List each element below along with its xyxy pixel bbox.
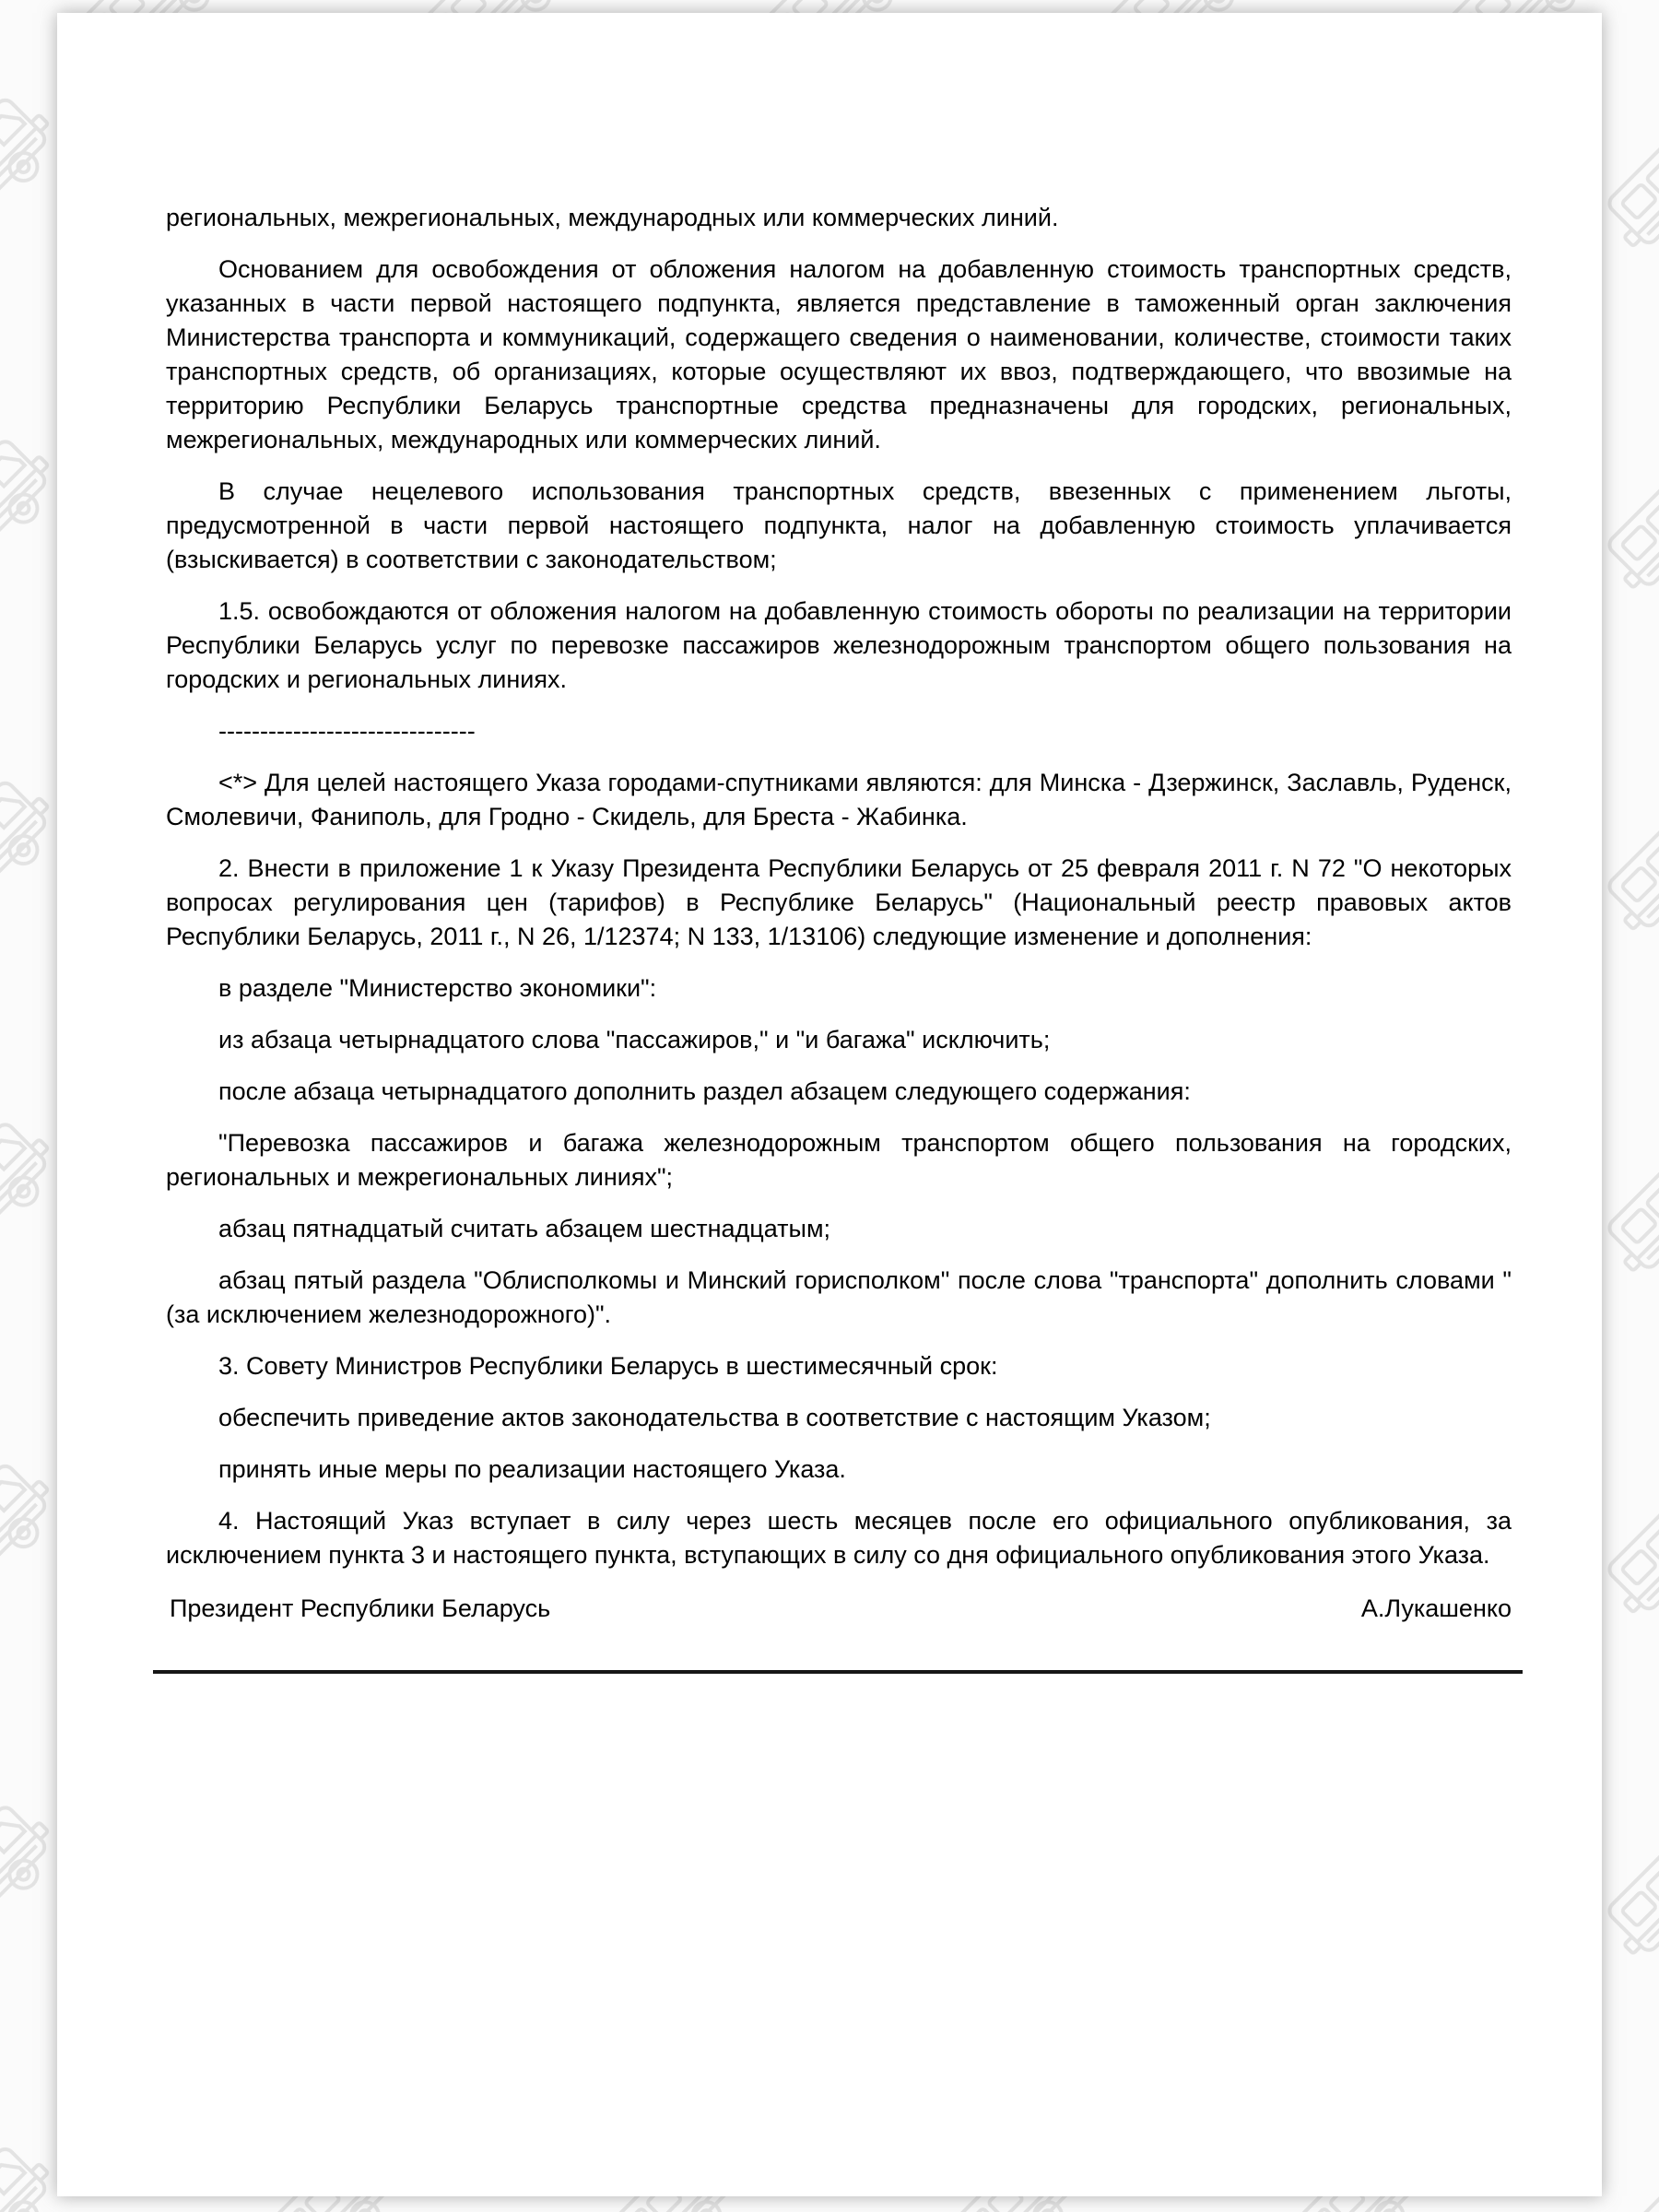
signature-title: Президент Республики Беларусь [170,1594,551,1622]
signature-row [166,1592,1512,1626]
paragraph-misuse-consequences: В случае нецелевого использования транспортных средств, ввезенных с применением льготы, предусмотренной в части первой настоящего подпункта, налог на добавленную стоимость уплачивается (взыскивается) в соответствии с законодательством; [166,477,1512,573]
paragraph-ministry-economy-section: в разделе "Министерство экономики": [218,974,657,1002]
paragraph-1-5-exemption: 1.5. освобождаются от обложения налогом на добавленную стоимость обороты по реализации на территории Республики Беларусь услуг по перевозке пассажиров железнодорожным транспортом общего пользования на городских и региональных линиях. [166,597,1512,693]
footnote-satellite-cities: <*> Для целей настоящего Указа городами-спутниками являются: для Минска - Дзержинск, Заславль, Руденск, Смолевичи, Фаниполь, для Гродно - Скидель, для Бреста - Жабинка. [166,769,1512,830]
paragraph-lines-continuation: региональных, межрегиональных, международных или коммерческих линий. [166,204,1059,231]
paragraph-vat-exemption-basis: Основанием для освобождения от обложения налогом на добавленную стоимость транспортных средств, указанных в части первой настоящего подпункта, является представление в таможенный орган заключения Министерства транспорта и коммуникаций, содержащего сведения о наименовании, количестве, стоимости таких транспортных средств, об организациях, которые осуществляют их ввоз, подтверждающего, что ввозимые на территорию Республики Беларусь транспортные средства предназначены для городских, региональных, межрегиональных, международных или коммерческих линий. [166,255,1512,453]
document-page [57,13,1602,2196]
paragraph-quoted-addition: "Перевозка пассажиров и багажа железнодорожным транспортом общего пользования на городских, региональных и межрегиональных линиях"; [166,1129,1512,1191]
paragraph-4-entry-into-force: 4. Настоящий Указ вступает в силу через шесть месяцев после его официального опубликования, за исключением пункта 3 и настоящего пункта, вступающих в силу со дня официального опубликования этого Указа. [166,1507,1512,1569]
paragraph-renumber-fifteenth: абзац пятнадцатый считать абзацем шестнадцатым; [218,1215,831,1242]
paragraph-exclude-words: из абзаца четырнадцатого слова "пассажиров," и "и багажа" исключить; [218,1026,1051,1053]
signature-divider [153,1670,1523,1674]
paragraph-oblispolkom-amendment: абзац пятый раздела "Облисполкомы и Минский горисполком" после слова "транспорта" дополнить словами "(за исключением железнодорожного)". [166,1266,1512,1328]
paragraph-ensure-legislation: обеспечить приведение актов законодательства в соответствие с настоящим Указом; [218,1404,1211,1431]
footnote-separator: ------------------------------- [218,717,476,745]
paragraph-3-council-of-ministers: 3. Совету Министров Республики Беларусь в шестимесячный срок: [218,1352,998,1380]
paragraph-add-paragraph: после абзаца четырнадцатого дополнить раздел абзацем следующего содержания: [218,1077,1191,1105]
signature-name: А.Лукашенко [1360,1594,1512,1622]
paragraph-2-amendments: 2. Внести в приложение 1 к Указу Президента Республики Беларусь от 25 февраля 2011 г. N 72 "О некоторых вопросах регулирования цен (тарифов) в Республике Беларусь" (Национальный реестр правовых актов Республики Беларусь, 2011 г., N 26, 1/12374; N 133, 1/13106) следующие изменение и дополнения: [166,854,1512,950]
paragraph-other-measures: принять иные меры по реализации настоящего Указа. [218,1455,846,1483]
